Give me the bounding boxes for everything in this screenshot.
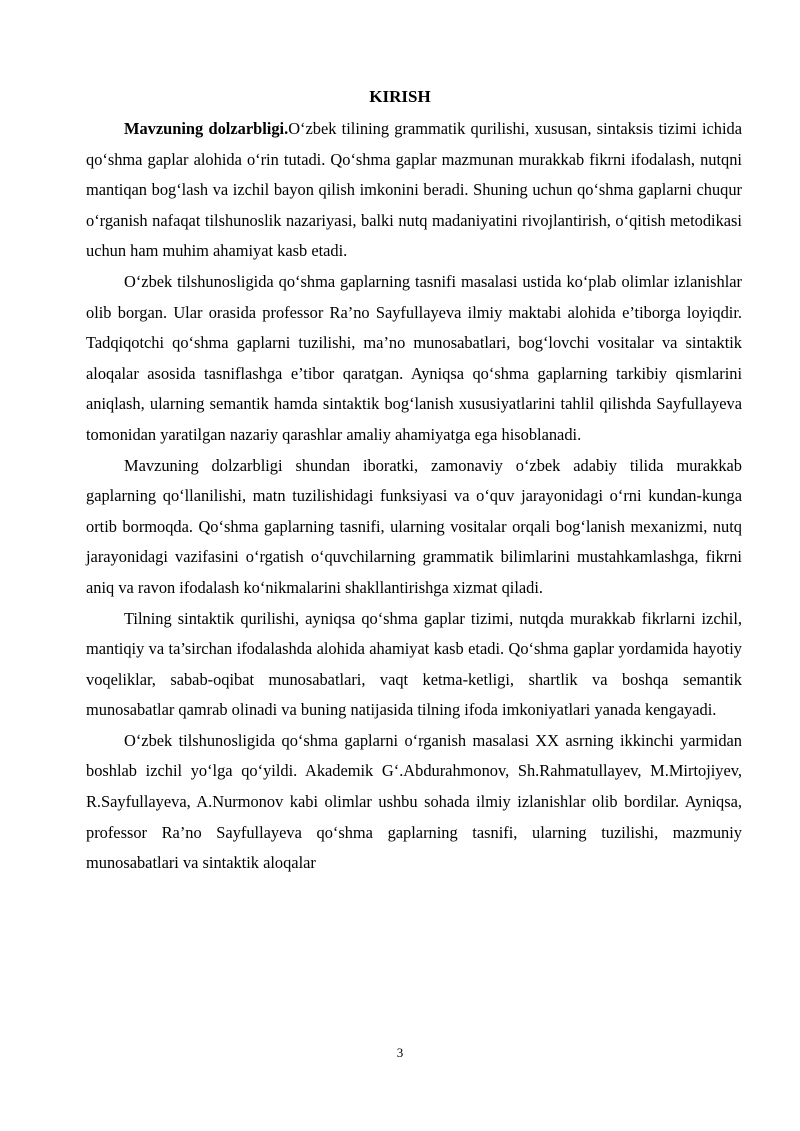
paragraph-scholarship	[86, 267, 742, 451]
paragraph-significance	[86, 451, 742, 604]
page-number: 3	[396, 1045, 404, 1060]
paragraph-lead-heading: Mavzuning dolzarbligi.	[124, 119, 289, 138]
paragraph-text: Tilning sintaktik qurilishi, ayniqsa qo‘shma gaplar tizimi, nutqda murakkab fikrlarni izchil, mantiqiy va ta’sirchan ifodalashda alohida ahamiyat kasb etadi. Qo‘shma gaplar yordamida hayotiy voqeliklar, sabab-oqibat munosabatlari, vaqt ketma-ketligi, shartlik va boshqa semantik munosabatlar qamrab olinadi va buning natijasida tilning ifoda imkoniyatlari yanada kengayadi.	[86, 608, 742, 720]
paragraph-text: O‘zbek tilining grammatik qurilishi, xususan, sintaksis tizimi ichida qo‘shma gaplar alohida o‘rin tutadi. Qo‘shma gaplar mazmunan murakkab fikrni ifodalash, nutqni mantiqan bog‘lash va izchil bayon qilish imkonini beradi. Shuning uchun qo‘shma gaplarni chuqur o‘rganish nafaqat tilshunoslik nazariyasi, balki nutq madaniyatini rivojlantirish, o‘qitish metodikasi uchun ham muhim ahamiyat kasb etadi.	[86, 119, 742, 261]
paragraph-history	[86, 726, 742, 879]
paragraph-text: Mavzuning dolzarbligi shundan iboratki, zamonaviy o‘zbek adabiy tilida murakkab gaplarning qo‘llanilishi, matn tuzilishidagi funksiyasi va o‘quv jarayonidagi o‘rni kundan-kunga ortib bormoqda. Qo‘shma gaplarning tasnifi, ularning vositalar orqali bog‘lanish mexanizmi, nutq jarayonidagi vazifasini o‘rgatish o‘quvchilarning grammatik bilimlarini mustahkamlashga, fikrni aniq va ravon ifodalash ko‘nikmalarini shakllantirishga xizmat qiladi.	[86, 455, 742, 597]
section-title: KIRISH	[369, 87, 431, 106]
paragraph-syntax	[86, 604, 742, 726]
paragraph-text: O‘zbek tilshunosligida qo‘shma gaplarning tasnifi masalasi ustida ko‘plab olimlar izlanishlar olib borgan. Ular orasida professor Ra’no Sayfullayeva ilmiy maktabi alohida e’tiborga loyiqdir. Tadqiqotchi qo‘shma gaplarni tuzilishi, ma’no munosabatlari, bog‘lovchi vositalar va sintaktik aloqalar asosida tasniflashga e’tibor qaratgan. Ayniqsa qo‘shma gaplarning tarkibiy qismlarini aniqlash, ularning semantik hamda sintaktik bog‘lanish xususiyatlarini tahlil qilishda Sayfullayeva tomonidan yaratilgan nazariy qarashlar amaliy ahamiyatga ega hisoblanadi.	[86, 271, 742, 444]
paragraph-text: O‘zbek tilshunosligida qo‘shma gaplarni o‘rganish masalasi XX asrning ikkinchi yarmidan boshlab izchil yo‘lga qo‘yildi. Akademik G‘.Abdurahmonov, Sh.Rahmatullayev, M.Mirtojiyev, R.Sayfullayeva, A.Nurmonov kabi olimlar ushbu sohada ilmiy izlanishlar olib bordilar. Ayniqsa, professor Ra’no Sayfullayeva qo‘shma gaplarning tasnifi, ularning tuzilishi, mazmuniy munosabatlari va sintaktik aloqalar	[86, 730, 742, 873]
paragraph-relevance	[86, 114, 742, 267]
document-body	[86, 114, 742, 879]
